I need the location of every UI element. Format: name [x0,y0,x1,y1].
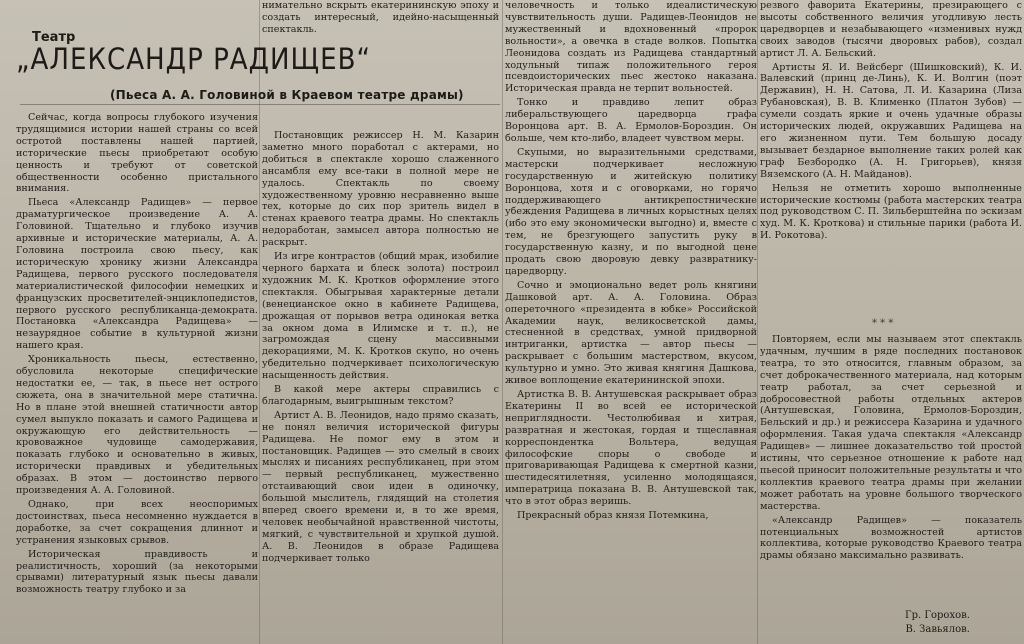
paragraph: Историческая правдивость и реалистичность, хороший (за некоторыми срывами) литературный язык пьесы давали возможность театру глубоко и за [16,548,258,596]
signature [905,609,970,637]
paragraph: Артисты Я. И. Вейсберг (Шишковский), К. И. Валевский (принц де-Линь), К. И. Волгин (поэт Державин), Н. Н. Сатова, Л. И. Казарина (Лиза Рубановская), В. В. Клименко (Платон Зубов) — сумели создать яркие и очень удачные образы исторических людей, окружавших Радищева на его жизненном пути. Тем большую досаду вызывает бездарное выполнение таких ролей как граф Безбородко (А. Н. Григорьев), князя Вяземского (А. Н. Майданов). [760,61,1022,180]
column-rule [502,0,503,644]
paragraph: Скупыми, но выразительными средствами, мастерски подчеркивает несложную государственную и житейскую политику Воронцова, хотя и с оговорками, но горячо поддерживающего антикрепостнические убеждения Радищева в личных корыстных целях (ибо это ему экономически выгодно) и, вместе с тем, не брезгующего запустить руку в государственную казну, и по выгодной цене продать свою дворовую девку развратнику-царедворцу. [505,146,757,277]
column-4 [760,0,1022,310]
column-1 [16,112,258,644]
author-name: В. Завьялов. [905,624,970,635]
paragraph: Прекрасный образ князя Потемкина, [517,510,709,522]
paragraph: Артистка В. В. Антушевская раскрывает образ Екатерины II во всей ее исторической неприглядности. Честолюбивая и хитрая, развратная и жестокая, гордая и тщеславная корреспондентка Вольтера, ведущая философские споры о свободе и приговаривающая Радищева к смертной казни, шестидесятилетняя, усиленно молодящаяся, императрица показана В. В. Антушевской так, что в этот образ веришь. [505,389,757,508]
paragraph: Повторяем, если мы называем этот спектакль удачным, лучшим в ряде последних постановок театра, то это относится, главным образом, за счет доброкачественного материала, над которым театр работал, за счет серьезной и добросовестной работы отдельных актеров (Антушевская, Головина, Ермолов-Бороздин, Бельский и др.) и режиссера Казарина и удачного оформления. Такая удача спектакля «Александр Радищев» — лишнее доказательство той простой истины, что серьезное отношение к работе над пьесой приносит положительные результаты и что коллектив краевого театра драмы при желании может работать на уровне большого творческого мастерства. [760,334,1022,512]
author-name: Гр. Горохов. [905,610,970,621]
paragraph: Из игре контрастов (общий мрак, изобилие черного бархата и блеск золота) построил художник М. К. Кротков оформление этого спектакля. Обыгрывая характерные детали (венецианское окно в кабинете Радищева, дрожащая от порывов ветра одинокая ветка за окном дома в Илимске и т. п.), не загромождая сцену массивными декорациями, М. К. Кротков скупо, но очень убедительно подчеркивает психологическую насыщенность действия. [262,251,499,382]
paragraph: Артист А. В. Леонидов, надо прямо сказать, не понял величия исторической фигуры Радищева. Не помог ему в этом и постановщик. Радищев — это смелый в своих мыслях и писаниях республиканец, при этом — первый республиканец, мужественно отстаивающий свои идеи в одиночку, большой мыслитель, глядящий на столетия вперед своего времени и, в то же время, человек необычайной нравственной чистоты, мягкий, с чувствительной и хрупкой душой. А. В. Леонидов в образе Радищева подчеркивает только [262,409,499,564]
article-title: „АЛЕКСАНДР РАДИЩЕВ“ [16,42,371,76]
paragraph: Сейчас, когда вопросы глубокого изучения трудящимися истории нашей страны со всей остротой поставлены нашей партией, исторические пьесы приобретают особую ценность и требуют от советской общественности особенно пристального внимания. [16,112,258,195]
section-break-stars: * * * [872,318,894,329]
column-2 [262,130,499,644]
column-rule [757,0,758,644]
section-label: Театр [32,30,76,45]
paragraph: «Александр Радищев» — показатель потенциальных возможностей артистов коллектива, которые руководство Краевого театра драмы обязано максимально развивать. [760,514,1022,562]
article-subtitle: (Пьеса А. А. Головиной в Краевом театре драмы) [110,88,464,102]
column-2-top [262,0,499,112]
paragraph: Хроникальность пьесы, естественно, обусловила некоторые специфические недостатки ее, — так, в пьесе нет острого сюжета, она в значительной мере статична. Но в плане этой внешней статичности автор сумел выпукло показать и самого Радищева и окружающую его действительность — крововажное чудовище самодержавия, показать глубоко и основательно в живых, исторически правдивых и убедительных образах. В этом — достоинство первого произведения А. А. Головиной. [16,354,258,497]
paragraph: Тонко и правдиво лепит образ либеральствующего царедворца графа Воронцова арт. В. А. Ермолов-Бороздин. Он больше, чем кто-либо, владеет чувством меры. [505,97,757,144]
paragraph: человечность и только идеалистическую чувствительность души. Радищев-Леонидов не мужественный и вдохновенный «пророк вольности», а овечка в стаде волков. Попытка Леонидова создать из Радищева стандартный ходульный типаж положительного героя псевдоисторических пьес жестоко наказана. Историческая правда не терпит вольностей. [505,0,757,95]
column-3 [505,0,757,644]
paragraph: Однако, при всех неоспоримых достоинствах, пьеса несомненно нуждается в доработке, за счет сокращения длиннот и устранения языковых срывов. [16,499,258,546]
column-4-bottom [760,334,1022,606]
paragraph: В какой мере актеры справились с благодарным, выигрышным текстом? [262,384,499,407]
paragraph: Постановщик режиссер Н. М. Казарин заметно много поработал с актерами, но добиться в спектакле хорошо слаженного ансамбля ему все-таки в полной мере не удалось. Спектакль по своему художественному уровню несравненно выше тех, которые до сих пор зритель видел в стенах краевого театра драмы. Но спектакль недоработан, замысел автора полностью не раскрыт. [262,130,499,249]
paragraph: резвого фаворита Екатерины, презирающего с высоты собственного величия угодливую лесть царедворцев и незабывающего «изменивых нужд своих заводов (тысячи дворовых рабов), создал артист Л. А. Бельский. [760,0,1022,59]
paragraph: нимательно вскрыть екатерининскую эпоху и создать интересный, идейно-насыщенный спектакль. [262,0,499,35]
paragraph: Нельзя не отметить хорошо выполненные исторические костюмы (работа мастерских театра под руководством С. П. Зильберштейна по эскизам худ. М. К. Кроткова) и стильные парики (работа И. И. Рокотова). [760,182,1022,242]
paragraph: Пьеса «Александр Радищев» — первое драматургическое произведение А. А. Головиной. Тщательно и глубоко изучив архивные и исторические материалы, А. А. Головина построила свою пьесу, как историческую хронику жизни Александра Радищева, первого русского последователя материалистической философии немецких и французских просветителей-энциклопедистов, первого русского республиканца-демократа. Постановка «Александра Радищева» — незаурядное событие в культурной жизни нашего края. [16,197,258,352]
paragraph: Сочно и эмоционально ведет роль княгини Дашковой арт. А. А. Головина. Образ опереточного «президента в юбке» Российской Академии наук, великосветской дамы, стесненной в средствах, умной придворной интриганки, артистка — автор пьесы — раскрывает с большим мастерством, вкусом, культурно и умно. Это живая княгиня Дашкова, живое воплощение екатерининской эпохи. [505,279,757,387]
